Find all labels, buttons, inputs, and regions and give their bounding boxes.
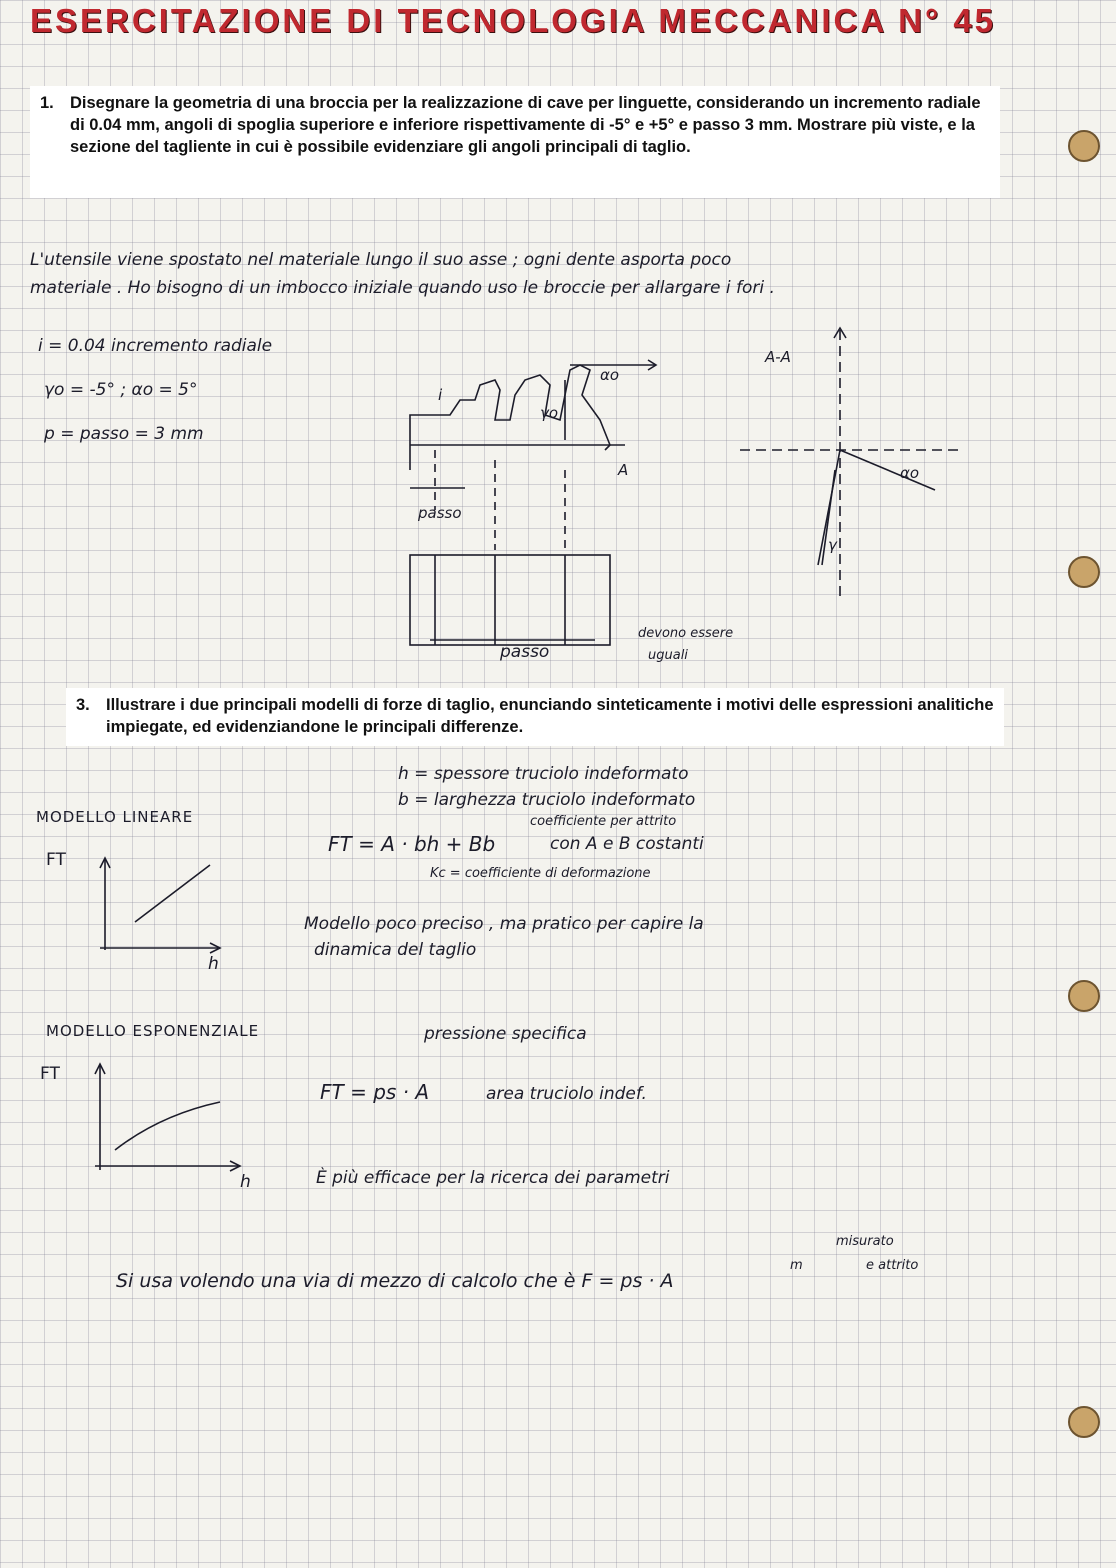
linear-graph	[70, 850, 220, 970]
final-exponent: m	[790, 1258, 803, 1273]
label-i: i	[438, 386, 443, 404]
label-A: A	[618, 461, 629, 479]
pressure-label: pressione specifica	[424, 1024, 587, 1044]
binder-hole-2	[1068, 556, 1100, 588]
label-gamma: γo	[540, 404, 559, 422]
linear-graph-curve	[135, 865, 210, 922]
label-alpha: αo	[600, 366, 620, 384]
page-title: ESERCITAZIONE DI TECNOLOGIA MECCANICA N° 45	[30, 2, 997, 39]
binder-hole-1	[1068, 130, 1100, 162]
exp-title: MODELLO ESPONENZIALE	[46, 1022, 260, 1040]
question-3-box	[66, 688, 1004, 746]
def-h: h = spessore truciolo indeformato	[398, 764, 689, 784]
broach-lower-view	[410, 555, 610, 645]
exponential-graph	[70, 1060, 240, 1180]
linear-title: MODELLO LINEARE	[36, 808, 194, 826]
notes1-line2: materiale . Ho bisogno di un imbocco iniziale quando uso le broccie per allargare i fori .	[30, 278, 775, 298]
notes1-line1: L'utensile viene spostato nel materiale lungo il suo asse ; ogni dente asporta poco	[30, 250, 732, 270]
exp-note-2: e attrito	[866, 1258, 919, 1273]
question-1-number: 1.	[40, 94, 54, 112]
linear-graph-x-label: h	[208, 954, 219, 974]
final-line: Si usa volendo una via di mezzo di calcolo che è F = ps · A	[116, 1270, 674, 1292]
exp-graph-x-label: h	[240, 1172, 251, 1192]
section-label-gamma: γ	[828, 536, 837, 554]
question-1-box	[30, 86, 1000, 198]
notes1-angles: γo = -5° ; αo = 5°	[44, 380, 198, 400]
linear-comment-1: Modello poco preciso , ma pratico per capire la	[304, 914, 704, 934]
coeff-label: coefficiente per attrito	[530, 814, 677, 829]
note-equal-1: devono essere	[638, 626, 734, 641]
area-label: area truciolo indef.	[486, 1084, 647, 1104]
note-equal-2: uguali	[648, 648, 688, 663]
notes1-increment: i = 0.04 incremento radiale	[38, 336, 273, 356]
linear-formula: FT = A · bh + Bb	[328, 832, 496, 856]
broach-profile	[410, 365, 610, 470]
linear-graph-y-label: FT	[46, 850, 66, 870]
linear-constants: con A e B costanti	[550, 834, 704, 854]
label-passo-top: passo	[418, 504, 462, 522]
linear-kc: Kc = coefficiente di deformazione	[430, 866, 651, 881]
binder-hole-3	[1068, 980, 1100, 1012]
exp-note-1: misurato	[836, 1234, 894, 1249]
section-label-alpha: αo	[900, 464, 920, 482]
section-title: A-A	[765, 348, 791, 366]
section-rake-face	[840, 450, 935, 490]
def-b: b = larghezza truciolo indeformato	[398, 790, 696, 810]
question-3-text: Illustrare i due principali modelli di forze di taglio, enunciando sinteticamente i motivi delle espressioni analitiche impiegate, ed evidenziandone le principali differenze.	[106, 696, 994, 736]
label-passo-bottom: passo	[500, 642, 550, 662]
notes1-passo: p = passo = 3 mm	[44, 424, 204, 444]
section-aa-drawing	[740, 320, 920, 610]
binder-hole-4	[1068, 1406, 1100, 1438]
exp-comment: È più efficace per la ricerca dei parametri	[316, 1168, 670, 1188]
exp-graph-curve	[115, 1102, 220, 1150]
question-3-number: 3.	[76, 696, 90, 714]
exp-formula: FT = ps · A	[320, 1080, 430, 1104]
question-1-text: Disegnare la geometria di una broccia per la realizzazione di cave per linguette, considerando un incremento radiale di 0.04 mm, angoli di spoglia superiore e inferiore rispettivamente di -5° e +5° e passo 3 mm. Mostrare più viste, e la sezione del tagliente in cui è possibile evidenziare gli angoli principali di taglio.	[70, 94, 981, 156]
linear-comment-2: dinamica del taglio	[314, 940, 477, 960]
exp-graph-y-label: FT	[40, 1064, 60, 1084]
